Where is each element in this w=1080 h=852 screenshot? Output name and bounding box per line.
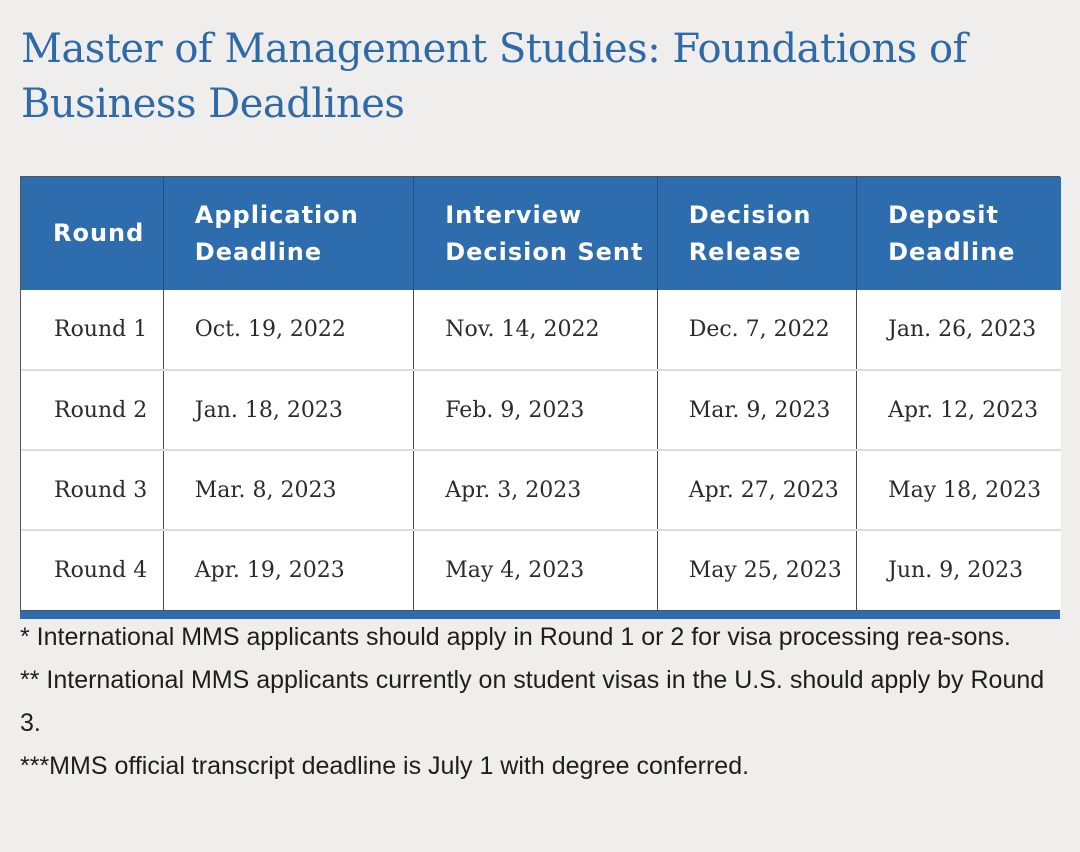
footnote-transcript-deadline: ***MMS official transcript deadline is July 1 with degree conferred. (20, 752, 750, 780)
cell-round: Round 4 (21, 530, 163, 610)
cell-application-deadline: Jan. 18, 2023 (163, 370, 413, 450)
header-interview-decision-sent: Interview Decision Sent (414, 177, 657, 290)
table-row (21, 290, 1061, 370)
page-title: Master of Management Studies: Foundations of Business Deadlines (21, 26, 967, 127)
footnote-visa-processing: * International MMS applicants should apply in Round 1 or 2 for visa processing rea-sons. (20, 623, 1011, 651)
cell-application-deadline: Apr. 19, 2023 (163, 530, 413, 610)
cell-decision-release: Apr. 27, 2023 (657, 450, 856, 530)
cell-deposit-deadline: Jan. 26, 2023 (857, 290, 1061, 370)
cell-deposit-deadline: Jun. 9, 2023 (857, 530, 1061, 610)
cell-deposit-deadline: Apr. 12, 2023 (857, 370, 1061, 450)
cell-round: Round 1 (21, 290, 163, 370)
cell-interview-decision-sent: Feb. 9, 2023 (414, 370, 657, 450)
cell-deposit-deadline: May 18, 2023 (857, 450, 1061, 530)
header-round: Round (21, 177, 163, 290)
cell-decision-release: May 25, 2023 (657, 530, 856, 610)
cell-application-deadline: Oct. 19, 2022 (163, 290, 413, 370)
table-row (21, 530, 1061, 610)
table-row (21, 450, 1061, 530)
table-header-row (21, 177, 1061, 290)
cell-application-deadline: Mar. 8, 2023 (163, 450, 413, 530)
header-application-deadline: Application Deadline (163, 177, 413, 290)
deadlines-table (21, 177, 1061, 610)
footnotes (20, 616, 1060, 788)
deadlines-table-container (20, 176, 1060, 619)
cell-interview-decision-sent: Apr. 3, 2023 (414, 450, 657, 530)
cell-decision-release: Dec. 7, 2022 (657, 290, 856, 370)
cell-round: Round 2 (21, 370, 163, 450)
footnote-student-visas: ** International MMS applicants currently on student visas in the U.S. should apply by Round 3. (20, 666, 1045, 737)
table-row (21, 370, 1061, 450)
cell-round: Round 3 (21, 450, 163, 530)
header-deposit-deadline: Deposit Deadline (857, 177, 1061, 290)
deadlines-table-frame (20, 176, 1060, 611)
cell-decision-release: Mar. 9, 2023 (657, 370, 856, 450)
header-decision-release: Decision Release (657, 177, 856, 290)
cell-interview-decision-sent: Nov. 14, 2022 (414, 290, 657, 370)
cell-interview-decision-sent: May 4, 2023 (414, 530, 657, 610)
